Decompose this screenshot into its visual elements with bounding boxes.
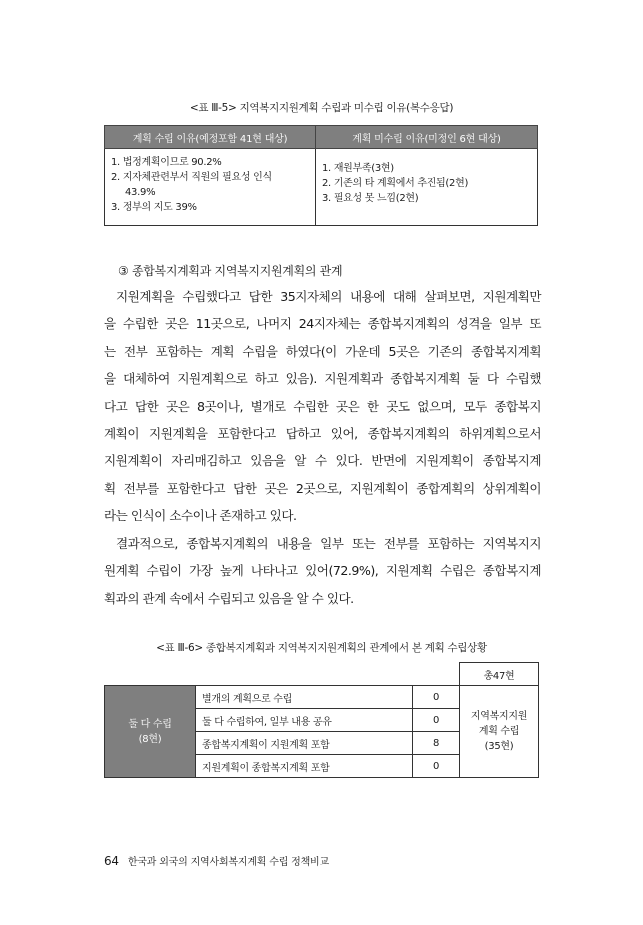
text-line: 결과적으로, 종합복지계획의 내용을 일부 또는 전부를 포함하는 지역복지지 [116,536,541,551]
row-label: 종합복지계획이 지원계획 포함 [196,732,413,755]
row-label: 별개의 계획으로 수립 [196,686,413,709]
table-row [105,686,539,709]
text-line: 원계획 수립이 가장 높게 나타나고 있어(72.9%), 지원계획 수립은 종합복지계 [104,563,541,579]
table-header-row [105,126,538,149]
text-line: 계획이 지원계획을 포함한다고 답하고 있어, 종합복지계획의 하위계획으로서 [104,426,541,442]
running-title: 한국과 외국의 지역사회복지계획 수립 정책비교 [127,857,329,868]
list-item: 43.9% [125,187,156,198]
group-cell [105,686,196,778]
text-line: 획과의 관계 속에서 수립되고 있음을 알 수 있다. [104,590,354,606]
row-label: 둘 다 수립하여, 일부 내용 공유 [196,709,413,732]
text-line: 는 전부 포함하는 계획 수립을 하였다(이 가운데 5곳은 기존의 종합복지계획 [104,343,541,359]
row-label: 지원계획이 종합복지계획 포함 [196,755,413,778]
row-value: 0 [413,755,460,778]
group-label: 둘 다 수립 [128,718,172,730]
table-row [105,149,538,226]
reasons-table [104,125,538,226]
text-line: 라는 인식이 소수이나 존재하고 있다. [104,508,297,524]
plan-label: 지역복지지원 [470,711,528,722]
section-subheading: ③ 종합복지계획과 지역복지지원계획의 관계 [118,264,343,278]
row-value: 0 [413,709,460,732]
list-item: 3. 필요성 못 느낌(2현) [322,193,419,204]
table1-caption: <표 Ⅲ-5> 지역복지지원계획 수립과 미수립 이유(복수응답) [189,102,454,114]
row-value: 0 [413,686,460,709]
plan-label: 계획 수립 [478,726,520,737]
total-count: 총47현 [460,663,539,686]
column-header: 계획 수립 이유(예정포함 41현 대상) [105,126,316,149]
text-line: 지원계획이 자리매김하고 있음을 알 수 있다. 반면에 지원계획이 종합복지계 [104,453,541,469]
row-value: 8 [413,732,460,755]
text-line: 을 수립한 곳은 11곳으로, 나머지 24지자체는 종합복지계획의 성격을 일부 또 [104,316,541,332]
reasons-for-no-plan-cell [316,149,538,226]
reasons-for-plan-cell [105,149,316,226]
group-count: (8현) [138,733,162,745]
paragraph-2 [104,530,541,612]
text-line: 다고 답한 곳은 8곳이나, 별개로 수립한 곳은 한 곳도 없으며, 모두 종합복지 [104,398,541,414]
text-line: 획 전부를 포함한다고 답한 곳은 2곳으로, 지원계획이 종합계획의 상위계획이 [104,480,541,496]
page-number: 64 [104,854,119,868]
list-item: 1. 재원부족(3현) [322,163,394,174]
paragraph-1 [104,283,541,530]
list-item: 3. 정부의 지도 39% [111,202,197,213]
plan-cell [460,686,539,778]
plan-count: (35현) [484,741,514,752]
table2-caption: <표 Ⅲ-6> 종합복지계획과 지역복지지원계획의 관계에서 본 계획 수립상황 [156,642,487,654]
plan-status-table [104,662,539,778]
text-line: 을 대체하여 지원계획으로 하고 있음). 지원계획과 종합복지계획 둘 다 수립했 [104,371,541,387]
list-item: 2. 기존의 타 계획에서 추진됨(2현) [322,178,469,189]
text-line: 지원계획을 수립했다고 답한 35지자체의 내용에 대해 살펴보면, 지원계획만 [116,289,541,304]
list-item: 2. 지자체관련부서 직원의 필요성 인식 [111,172,272,183]
column-header: 계획 미수립 이유(미정인 6현 대상) [316,126,538,149]
page-footer [104,853,329,868]
total-row [105,663,539,686]
list-item: 1. 법정계획이므로 90.2% [111,157,222,168]
